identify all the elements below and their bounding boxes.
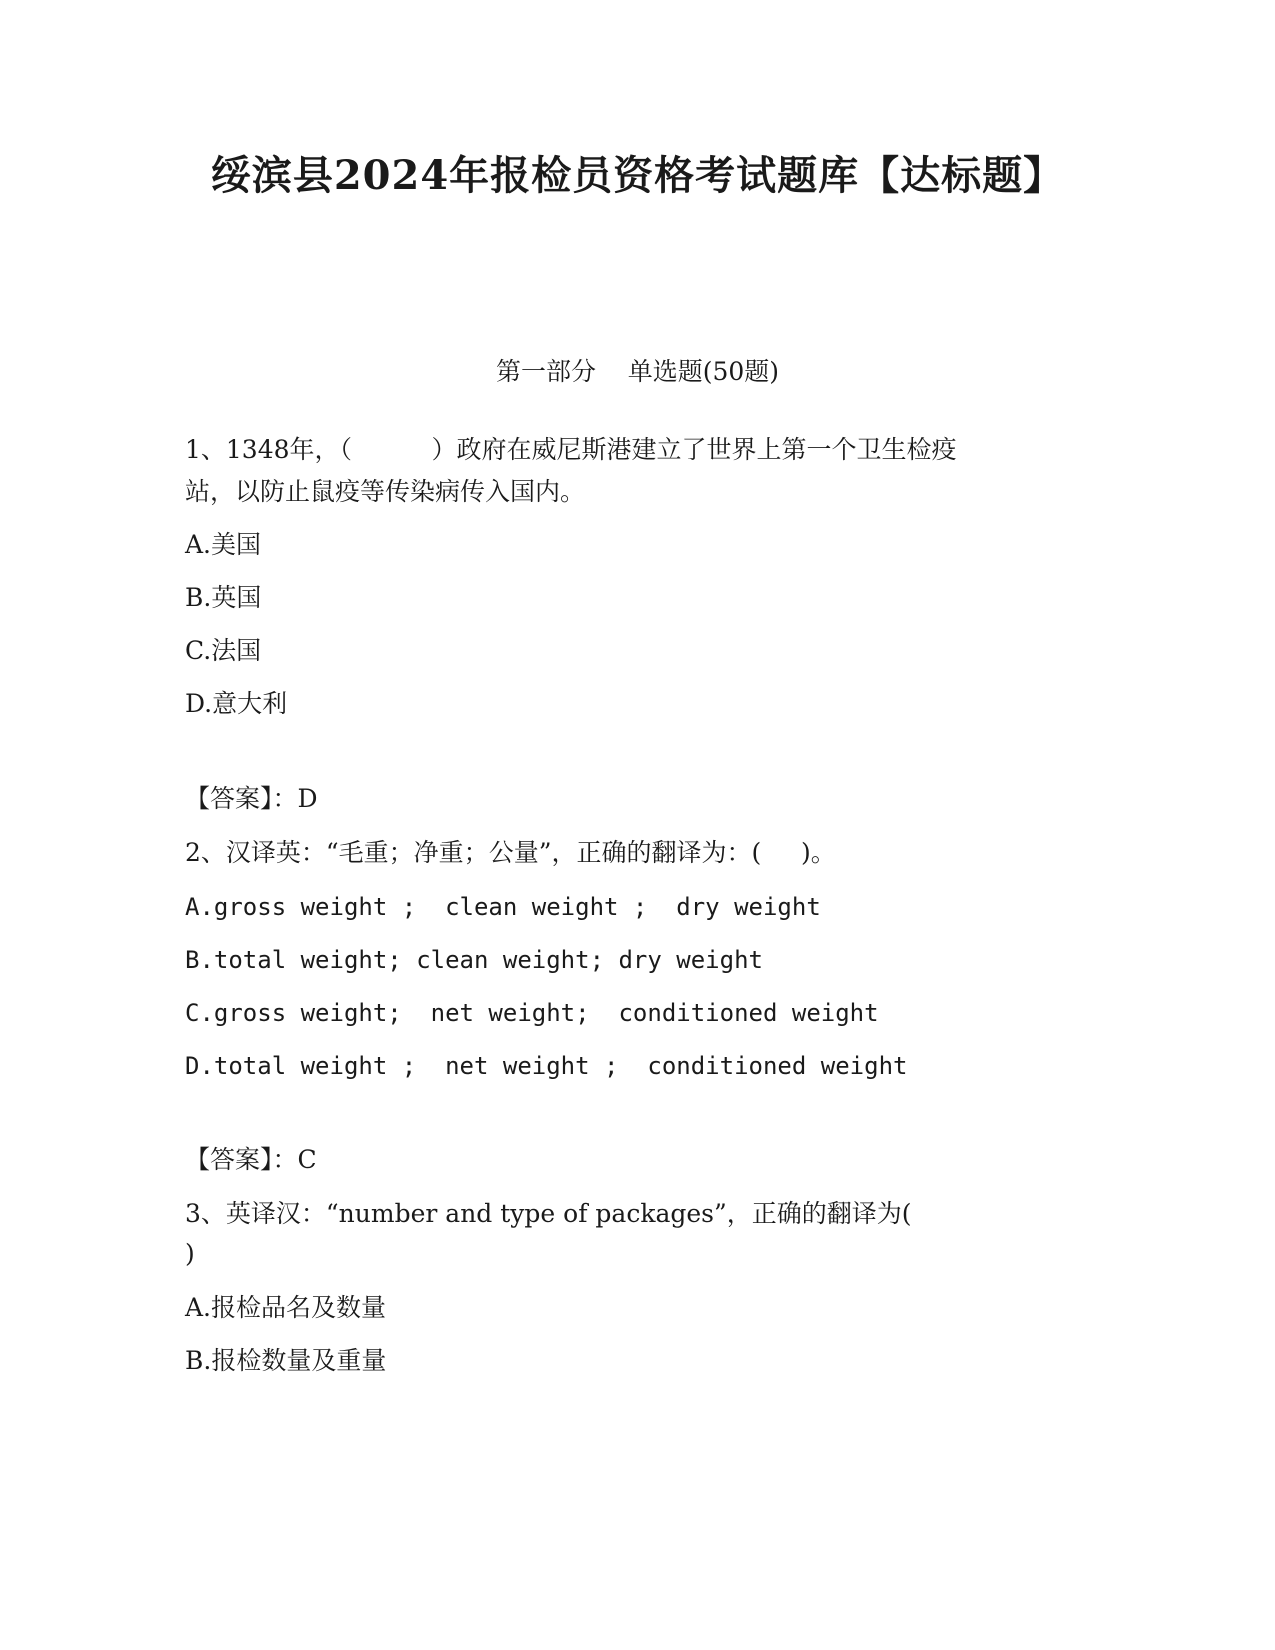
question-1-option-d: D.意大利 [185,689,288,718]
question-1-answer: 【答案】：D [185,784,318,813]
question-3-stem-line-2: ) [185,1239,195,1268]
question-2-answer: 【答案】：C [185,1145,317,1174]
section-title: 第一部分 单选题(50题) [495,357,780,386]
question-3-stem-line-1: 3、英译汉：“number and type of packages”，正确的翻译为( [185,1199,912,1228]
question-1-option-a: A.美国 [185,530,262,559]
question-3-option-a: A.报检品名及数量 [185,1293,387,1322]
question-2-option-a: A.gross weight ; clean weight ; dry weight [185,893,821,921]
question-2-option-c: C.gross weight; net weight; conditioned weight [185,999,879,1027]
question-1-option-b: B.英国 [185,583,262,612]
question-3-option-b: B.报检数量及重量 [185,1346,387,1375]
question-1-stem-line-1: 1、1348年，（ ）政府在威尼斯港建立了世界上第一个卫生检疫 [185,435,957,464]
question-1-option-c: C.法国 [185,636,262,665]
question-2-option-b: B.total weight; clean weight; dry weight [185,946,763,974]
document-title: 绥滨县2024年报检员资格考试题库【达标题】 [210,152,1065,199]
question-1-stem-line-2: 站，以防止鼠疫等传染病传入国内。 [185,477,586,506]
question-2-stem-line-1: 2、汉译英：“毛重；净重；公量”，正确的翻译为：( )。 [185,838,836,867]
question-2-option-d: D.total weight ; net weight ; conditioned weight [185,1052,908,1080]
